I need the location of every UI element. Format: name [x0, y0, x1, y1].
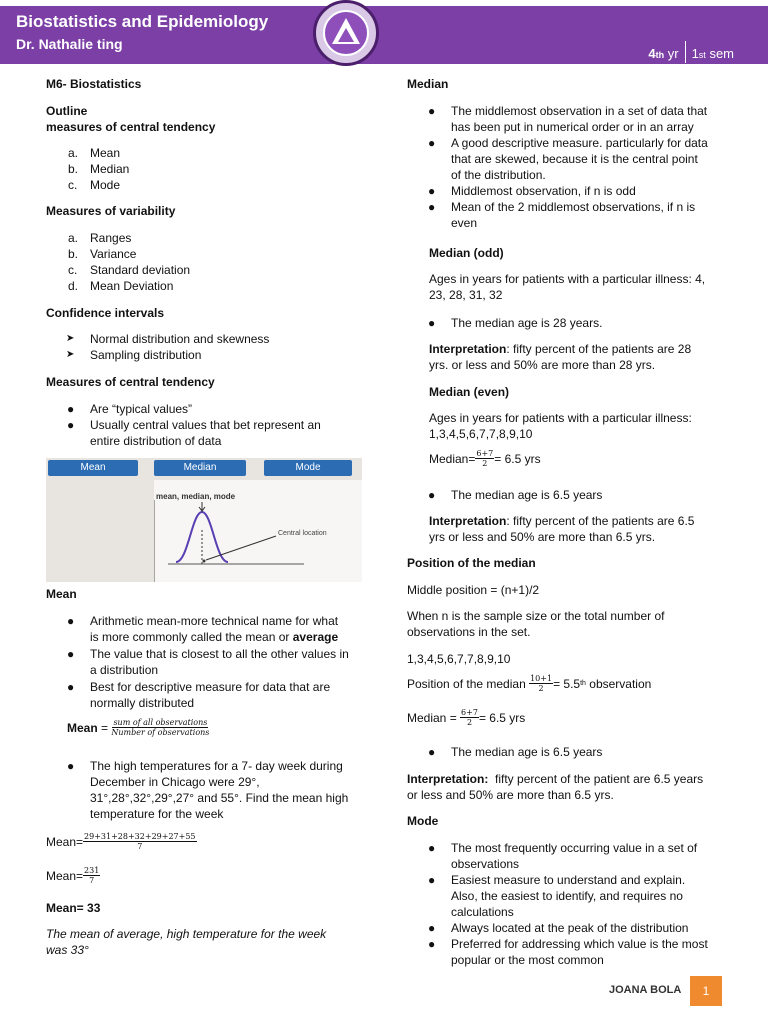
- list-item: a. Mean: [68, 146, 121, 160]
- year-word: yr: [667, 46, 679, 61]
- list-item: ● The median age is 6.5 years: [428, 488, 603, 502]
- list-item: ● Easiest measure to understand and explain. Also, the easiest to identify, and requires no calculations: [428, 873, 686, 919]
- figure-tab-mean: Mean: [48, 460, 138, 476]
- header-divider: [685, 41, 686, 63]
- year-semester: [648, 36, 734, 61]
- list-item: c. Standard deviation: [68, 263, 191, 277]
- list-item: ● Are “typical values”: [67, 402, 193, 416]
- mean-formula: Mean = $\frac{\text{sum of all observations}}{\text{Number of observations}}$: [67, 718, 210, 737]
- median-even-text: Ages in years for patients with a particular illness: 1,3,4,5,6,7,7,8,9,10: [429, 411, 692, 441]
- list-item: b. Median: [68, 162, 130, 176]
- mean-formula-fraction: $\frac{\text{sum of all observations}}{\text{Number of observations}}$: [111, 718, 210, 737]
- position-interpretation: Interpretation: fifty percent of the patient are 6.5 years or less and 50% are more than 6.5 yrs.: [407, 772, 704, 802]
- mct-heading: Measures of central tendency: [46, 375, 215, 389]
- median-bullets: [407, 103, 737, 231]
- mode-bullets: [407, 840, 737, 968]
- sem-number: 1: [691, 46, 699, 61]
- median-even-interpretation: Interpretation: fifty percent of the patients are 6.5 yrs or less and 50% are more than 6.5 yrs.: [429, 514, 695, 544]
- list-item: ● The high temperatures for a 7- day week during December in Chicago were 29°, 31°,28°,32°,29°,27° and 55°. Find the mean high temperature for the week: [67, 759, 349, 821]
- list-item: a. Ranges: [68, 231, 132, 245]
- series-text: 1,3,4,5,6,7,7,8,9,10: [407, 652, 511, 666]
- mean-result: Mean= 33: [46, 901, 101, 915]
- median-odd-heading: Median (odd): [429, 246, 504, 260]
- variability-heading: Measures of variability: [46, 204, 176, 218]
- variability-list: [46, 230, 366, 294]
- position-bullet: [407, 744, 737, 760]
- median-odd-interpretation: Interpretation: fifty percent of the patients are 28 yrs. or less and 50% are more than 28 yrs.: [429, 342, 692, 372]
- position-heading: Position of the median: [407, 556, 536, 570]
- median-odd-bullet: [407, 315, 737, 331]
- mean-bullets: [46, 613, 376, 711]
- footer-author: JOANA BOLA: [609, 984, 682, 996]
- seal-emblem-icon: [323, 10, 369, 56]
- figure-curve-label: mean, median, mode: [156, 492, 236, 501]
- sem-word: sem: [709, 46, 734, 61]
- confidence-list: [46, 331, 366, 363]
- central-tendency-list: [46, 145, 366, 193]
- module-title: M6- Biostatistics: [46, 77, 142, 91]
- position-formula: Position of the median $\frac{10+1}{2}$ = 5.5 th observation: [407, 674, 652, 693]
- list-item: ● The middlemost observation in a set of data that has been put in numerical order or in an array: [428, 104, 708, 134]
- central-tendency-figure: [46, 458, 362, 582]
- arrow-bullet-icon: ➤: [66, 349, 75, 360]
- list-item: ● The median age is 28 years.: [428, 316, 603, 330]
- normal-curve-diagram: [154, 480, 362, 582]
- list-item: ● Best for descriptive measure for data that are normally distributed: [67, 680, 331, 710]
- list-item: ● Usually central values that bet represent an entire distribution of data: [67, 418, 321, 448]
- figure-central-label: Central location: [278, 530, 327, 537]
- list-item: ➤ Sampling distribution: [66, 348, 202, 362]
- mode-heading: Mode: [407, 814, 439, 828]
- list-item: ● Arithmetic mean-more technical name for what is more commonly called the mean or average: [67, 614, 339, 644]
- list-item: ● Preferred for addressing which value is the most popular or the most common: [428, 937, 708, 967]
- median-heading: Median: [407, 77, 449, 91]
- mean-heading: Mean: [46, 587, 77, 601]
- list-item: ● Always located at the peak of the distribution: [428, 921, 689, 935]
- confidence-heading: Confidence intervals: [46, 306, 165, 320]
- school-seal-logo: [313, 0, 379, 66]
- median-even-heading: Median (even): [429, 385, 510, 399]
- list-item: d. Mean Deviation: [68, 279, 174, 293]
- arrow-bullet-icon: ➤: [66, 333, 75, 344]
- when-text: When n is the sample size or the total number of observations in the set.: [407, 609, 665, 639]
- figure-tab-median: Median: [154, 460, 246, 476]
- year-number: 4: [648, 46, 656, 61]
- document-title: Biostatistics and Epidemiology: [16, 12, 269, 31]
- list-item: c. Mode: [68, 178, 121, 192]
- mean-calculation-2: Mean= $\frac{231}{7}$: [46, 866, 100, 885]
- sem-sup: st: [698, 50, 706, 60]
- median-even-formula: Median= $\frac{6+7}{2}$ = 6.5 yrs: [429, 449, 541, 468]
- list-item: ● A good descriptive measure. particularly for data that are skewed, because it is the central point of the distribution.: [428, 136, 708, 182]
- middle-position-text: Middle position = (n+1)/2: [407, 583, 540, 597]
- median-even-bullet: [407, 487, 737, 503]
- list-item: ➤ Normal distribution and skewness: [66, 332, 270, 346]
- list-item: ● Middlemost observation, if n is odd: [428, 184, 636, 198]
- mean-calculation-1: Mean= $\frac{29+31+28+32+29+27+55}{7}$: [46, 832, 196, 851]
- mean-conclusion: The mean of average, high temperature for the week was 33°: [46, 927, 327, 957]
- median-formula-2: Median = $\frac{6+7}{2}$ = 6.5 yrs: [407, 708, 526, 727]
- list-item: ● The most frequently occurring value in a set of observations: [428, 841, 698, 871]
- median-odd-text: Ages in years for patients with a particular illness: 4, 23, 28, 31, 32: [429, 272, 706, 302]
- page-header: [0, 6, 768, 64]
- mct-bullets: [46, 401, 366, 449]
- page-number: 1: [690, 976, 722, 1006]
- temperature-bullet: [46, 758, 376, 822]
- outline-heading: Outline: [46, 104, 88, 118]
- outline-subheading: measures of central tendency: [46, 120, 216, 134]
- list-item: ● Mean of the 2 middlemost observations, if n is even: [428, 200, 696, 230]
- list-item: b. Variance: [68, 247, 137, 261]
- document-author: Dr. Nathalie ting: [16, 36, 123, 52]
- list-item: ● The value that is closest to all the other values in a distribution: [67, 647, 349, 677]
- list-item: ● The median age is 6.5 years: [428, 745, 603, 759]
- year-sup: th: [655, 50, 665, 60]
- figure-tab-mode: Mode: [264, 460, 352, 476]
